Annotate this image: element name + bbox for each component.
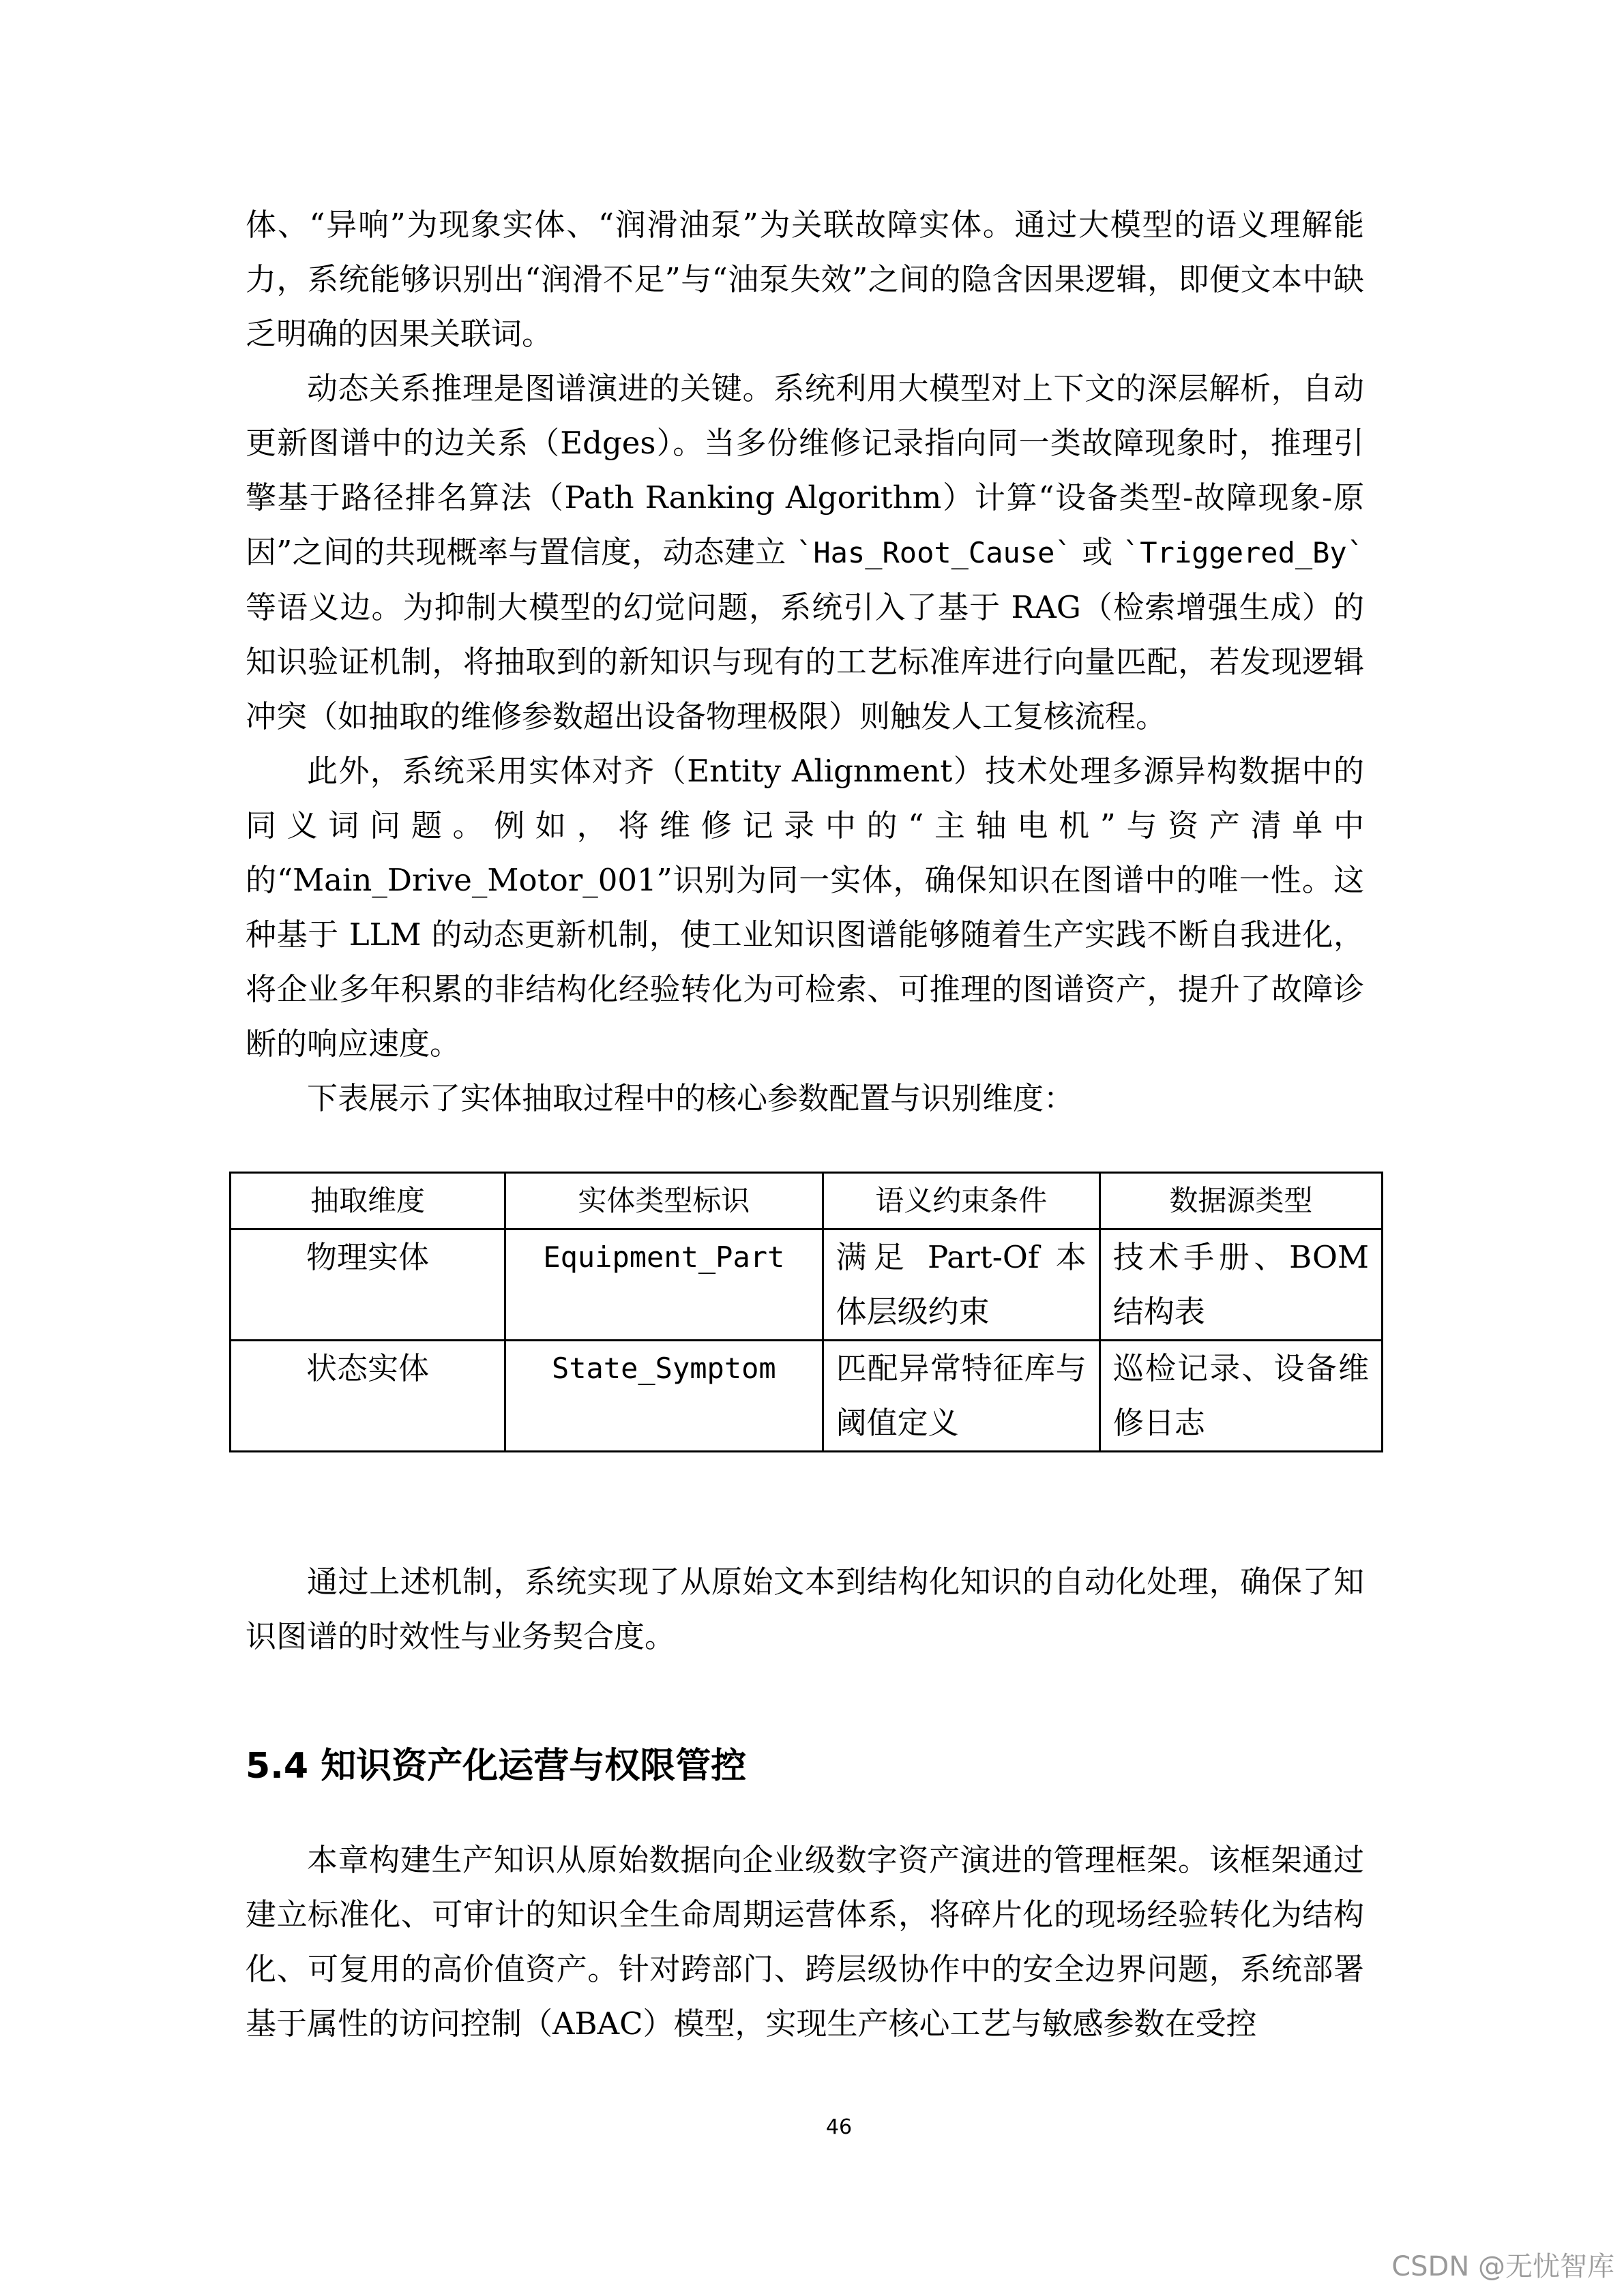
table-cell: 满足 Part-Of 本体层级约束: [823, 1229, 1099, 1341]
paragraph-relation-reasoning: [246, 361, 1364, 744]
section-heading: 5.4 知识资产化运营与权限管控: [246, 1746, 747, 1787]
body-text: [246, 198, 1364, 1126]
table-header-row: [231, 1173, 1383, 1229]
table-cell: 物理实体: [231, 1229, 505, 1341]
table-cell: 状态实体: [231, 1341, 505, 1452]
table-header-cell: 抽取维度: [231, 1173, 505, 1229]
paragraph-entity-alignment: 此外，系统采用实体对齐（Entity Alignment）技术处理多源异构数据中的同义词问题。例如，将维修记录中的“主轴电机”与资产清单中的“Main_Drive_Motor_001”识别为同一实体，确保知识在图谱中的唯一性。这种基于 LLM 的动态更新机制，使工业知识图谱能够随着生产实践不断自我进化，将企业多年积累的非结构化经验转化为可检索、可推理的图谱资产，提升了故障诊断的响应速度。: [246, 753, 1364, 1062]
post-table-text: [246, 1555, 1364, 1664]
paragraph-summary: 通过上述机制，系统实现了从原始文本到结构化知识的自动化处理，确保了知识图谱的时效性与业务契合度。: [246, 1564, 1364, 1654]
entity-extraction-table: [229, 1172, 1383, 1452]
paragraph-text: 或: [1072, 534, 1123, 570]
table-header-cell: 数据源类型: [1099, 1173, 1382, 1229]
page-number: 46: [825, 2115, 853, 2139]
table-cell: State_Symptom: [505, 1341, 823, 1452]
watermark: CSDN @无忧智库: [1391, 2251, 1614, 2282]
paragraph-text: 等语义边。为抑制大模型的幻觉问题，系统引入了基于 RAG（检索增强生成）的知识验证机制，将抽取到的新知识与现有的工艺标准库进行向量匹配，若发现逻辑冲突（如抽取的维修参数超出设备物理极限）则触发人工复核流程。: [246, 589, 1364, 734]
table-intro: 下表展示了实体抽取过程中的核心参数配置与识别维度：: [307, 1080, 1075, 1116]
table-cell: 匹配异常特征库与阈值定义: [823, 1341, 1099, 1452]
table-row: [231, 1341, 1383, 1452]
paragraph-text: 动态关系推理是图谱演进的关键。系统利用大模型对上下文的深层解析，自动更新图谱中的边关系（Edges）。当多份维修记录指向同一类故障现象时，推理引擎基于路径排名算法（Path Ranking Algorithm）计算“设备类型-故障现象-原因”之间的共现概率与置信度，动态建立: [246, 370, 1364, 570]
inline-code: `Has_Root_Cause`: [796, 536, 1072, 569]
table-header-cell: 语义约束条件: [823, 1173, 1099, 1229]
paragraph-continuation: 体、“异响”为现象实体、“润滑油泵”为关联故障实体。通过大模型的语义理解能力，系统能够识别出“润滑不足”与“油泵失效”之间的隐含因果逻辑，即便文本中缺乏明确的因果关联词。: [246, 207, 1364, 352]
table-cell: 巡检记录、设备维修日志: [1099, 1341, 1382, 1452]
table-cell: Equipment_Part: [505, 1229, 823, 1341]
table-header-cell: 实体类型标识: [505, 1173, 823, 1229]
section-body: [246, 1833, 1364, 2051]
table-cell: 技术手册、BOM 结构表: [1099, 1229, 1382, 1341]
paragraph-section-intro: 本章构建生产知识从原始数据向企业级数字资产演进的管理框架。该框架通过建立标准化、可审计的知识全生命周期运营体系，将碎片化的现场经验转化为结构化、可复用的高价值资产。针对跨部门、跨层级协作中的安全边界问题，系统部署基于属性的访问控制（ABAC）模型，实现生产核心工艺与敏感参数在受控: [246, 1842, 1364, 2042]
table-row: [231, 1229, 1383, 1341]
inline-code: `Triggered_By`: [1123, 536, 1365, 569]
